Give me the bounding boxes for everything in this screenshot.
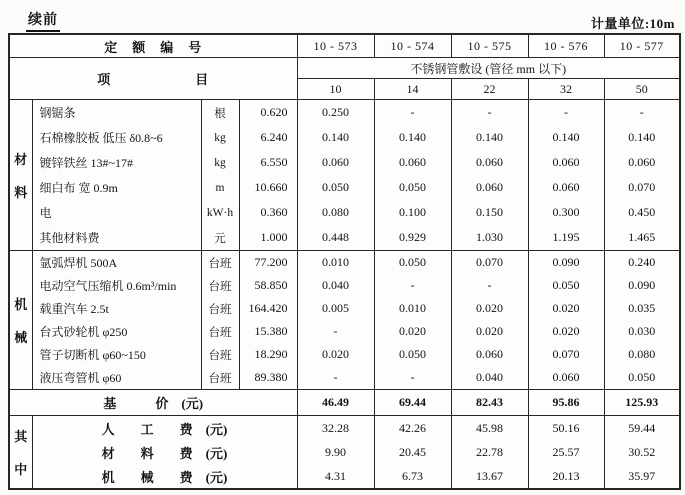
breakdown-row [9,416,680,441]
material-value: 0.080 [297,200,374,225]
machine-value: 0.050 [374,251,451,275]
machine-price: 77.200 [239,251,297,275]
category-char: 械 [14,330,28,345]
materials-category-cell [9,100,32,251]
material-row [9,200,680,225]
materials-category-label [10,100,32,250]
machine-unit: 台班 [201,297,239,320]
material-value: 0.250 [297,100,374,126]
quota-code: 10 - 573 [297,34,374,58]
machine-value: 0.050 [528,274,604,297]
machine-value: 0.020 [528,320,604,343]
machine-price: 15.380 [239,320,297,343]
category-char: 其 [14,429,28,444]
measurement-unit-note: 计量单位:10m [590,16,675,31]
machine-unit: 台班 [201,320,239,343]
item-label: 项 目 [9,58,297,100]
machine-value: 0.030 [604,320,680,343]
material-value: 0.140 [297,125,374,150]
machine-value: - [451,274,528,297]
material-price: 6.240 [239,125,297,150]
machine-unit: 台班 [201,251,239,275]
material-value: 0.060 [451,150,528,175]
material-name: 其他材料费 [32,225,201,251]
machine-value: 0.040 [297,274,374,297]
material-price: 0.360 [239,200,297,225]
machine-unit: 台班 [201,343,239,366]
material-unit: 根 [201,100,239,126]
material-value: 0.050 [297,175,374,200]
material-row [9,100,680,126]
machine-value: 0.060 [451,343,528,366]
category-char: 机 [14,297,28,312]
base-price-value: 82.43 [451,390,528,416]
machine-value: 0.040 [451,366,528,390]
material-name: 镀锌铁丝 13#~17# [32,150,201,175]
material-value: 0.140 [451,125,528,150]
material-value: 0.150 [451,200,528,225]
labor-fee-value: 45.98 [451,416,528,441]
labor-fee-value: 50.16 [528,416,604,441]
machine-value: 0.020 [297,343,374,366]
breakdown-category-cell [9,416,32,490]
base-price-row [9,390,680,416]
machine-value: 0.050 [374,343,451,366]
material-value: 0.060 [604,150,680,175]
base-price-value: 46.49 [297,390,374,416]
top-bar [8,8,677,32]
machinery-category-cell [9,251,32,390]
material-fee-value: 9.90 [297,440,374,464]
machinery-category-label [10,251,32,389]
machine-name: 载重汽车 2.5t [32,297,201,320]
material-unit: 元 [201,225,239,251]
quota-code: 10 - 575 [451,34,528,58]
machine-value: 0.010 [374,297,451,320]
machine-value: 0.020 [374,320,451,343]
machine-unit: 台班 [201,274,239,297]
base-price-value: 69.44 [374,390,451,416]
material-value: 0.060 [528,150,604,175]
diameter-header: 32 [528,79,604,100]
machine-value: 0.010 [297,251,374,275]
material-unit: kg [201,125,239,150]
material-value: 0.300 [528,200,604,225]
machine-name: 管子切断机 φ60~150 [32,343,201,366]
group-header: 不锈钢管敷设 (管径 mm 以下) [297,58,680,79]
material-value: 0.060 [297,150,374,175]
material-value: - [374,100,451,126]
machine-unit: 台班 [201,366,239,390]
machine-name: 氩弧焊机 500A [32,251,201,275]
material-value: 1.465 [604,225,680,251]
machine-price: 164.420 [239,297,297,320]
quota-code: 10 - 574 [374,34,451,58]
machine-value: 0.080 [604,343,680,366]
material-value: - [604,100,680,126]
material-price: 6.550 [239,150,297,175]
material-value: 0.448 [297,225,374,251]
machine-price: 89.380 [239,366,297,390]
machine-value: - [374,274,451,297]
material-fee-label: 材 料 费 (元) [32,440,297,464]
machine-value: 0.240 [604,251,680,275]
diameter-header: 50 [604,79,680,100]
material-value: 0.450 [604,200,680,225]
diameter-header: 10 [297,79,374,100]
machine-value: 0.050 [604,366,680,390]
machine-value: 0.060 [528,366,604,390]
base-price-value: 125.93 [604,390,680,416]
material-price: 1.000 [239,225,297,251]
machinery-row [9,343,680,366]
machinery-fee-value: 35.97 [604,464,680,489]
material-unit: kW·h [201,200,239,225]
machine-value: 0.090 [528,251,604,275]
labor-fee-value: 59.44 [604,416,680,441]
machine-value: - [297,366,374,390]
breakdown-category-label [10,416,32,488]
material-unit: m [201,175,239,200]
material-name: 电 [32,200,201,225]
machine-value: 0.020 [451,297,528,320]
quota-code: 10 - 576 [528,34,604,58]
machine-value: - [297,320,374,343]
machinery-fee-value: 4.31 [297,464,374,489]
material-value: 0.100 [374,200,451,225]
quota-cost-table [8,33,681,490]
material-row [9,175,680,200]
material-value: 0.060 [374,150,451,175]
base-price-value: 95.86 [528,390,604,416]
category-char: 材 [14,152,28,167]
machinery-row [9,251,680,275]
machinery-fee-label: 机 械 费 (元) [32,464,297,489]
material-value: 0.140 [374,125,451,150]
diameter-header: 22 [451,79,528,100]
header-row-group [9,58,680,79]
base-price-label: 基 价 (元) [9,390,297,416]
material-value: 0.140 [528,125,604,150]
material-value: 0.050 [374,175,451,200]
category-char: 中 [14,462,28,477]
material-value: 0.070 [604,175,680,200]
machine-name: 电动空气压缩机 0.6m³/min [32,274,201,297]
labor-fee-value: 32.28 [297,416,374,441]
material-row [9,225,680,251]
category-char: 料 [14,185,28,200]
header-row-quota-codes [9,34,680,58]
material-fee-value: 20.45 [374,440,451,464]
material-fee-value: 22.78 [451,440,528,464]
material-value: 1.195 [528,225,604,251]
material-value: - [451,100,528,126]
quota-number-label: 定 额 编 号 [9,34,297,58]
machine-value: 0.070 [451,251,528,275]
material-price: 0.620 [239,100,297,126]
material-value: 0.060 [451,175,528,200]
continued-label: 续前 [26,9,60,32]
machine-name: 台式砂轮机 φ250 [32,320,201,343]
material-value: 0.060 [528,175,604,200]
machine-value: 0.035 [604,297,680,320]
machinery-row [9,274,680,297]
material-fee-value: 25.57 [528,440,604,464]
material-name: 细白布 宽 0.9m [32,175,201,200]
machinery-fee-value: 20.13 [528,464,604,489]
machinery-fee-value: 13.67 [451,464,528,489]
machine-name: 液压弯管机 φ60 [32,366,201,390]
material-value: 0.140 [604,125,680,150]
machinery-row [9,320,680,343]
breakdown-row [9,464,680,489]
machine-price: 58.850 [239,274,297,297]
labor-fee-value: 42.26 [374,416,451,441]
material-name: 石棉橡胶板 低压 δ0.8~6 [32,125,201,150]
machinery-row [9,297,680,320]
machine-value: 0.005 [297,297,374,320]
machine-price: 18.290 [239,343,297,366]
material-value: 0.929 [374,225,451,251]
machine-value: 0.070 [528,343,604,366]
material-value: - [528,100,604,126]
machine-value: 0.020 [528,297,604,320]
material-unit: kg [201,150,239,175]
machine-value: - [374,366,451,390]
material-fee-value: 30.52 [604,440,680,464]
machinery-row [9,366,680,390]
breakdown-row [9,440,680,464]
material-value: 1.030 [451,225,528,251]
quota-code: 10 - 577 [604,34,680,58]
material-row [9,150,680,175]
machine-value: 0.090 [604,274,680,297]
material-price: 10.660 [239,175,297,200]
diameter-header: 14 [374,79,451,100]
material-row [9,125,680,150]
machinery-fee-value: 6.73 [374,464,451,489]
machine-value: 0.020 [451,320,528,343]
labor-fee-label: 人 工 费 (元) [32,416,297,441]
material-name: 钢锯条 [32,100,201,126]
